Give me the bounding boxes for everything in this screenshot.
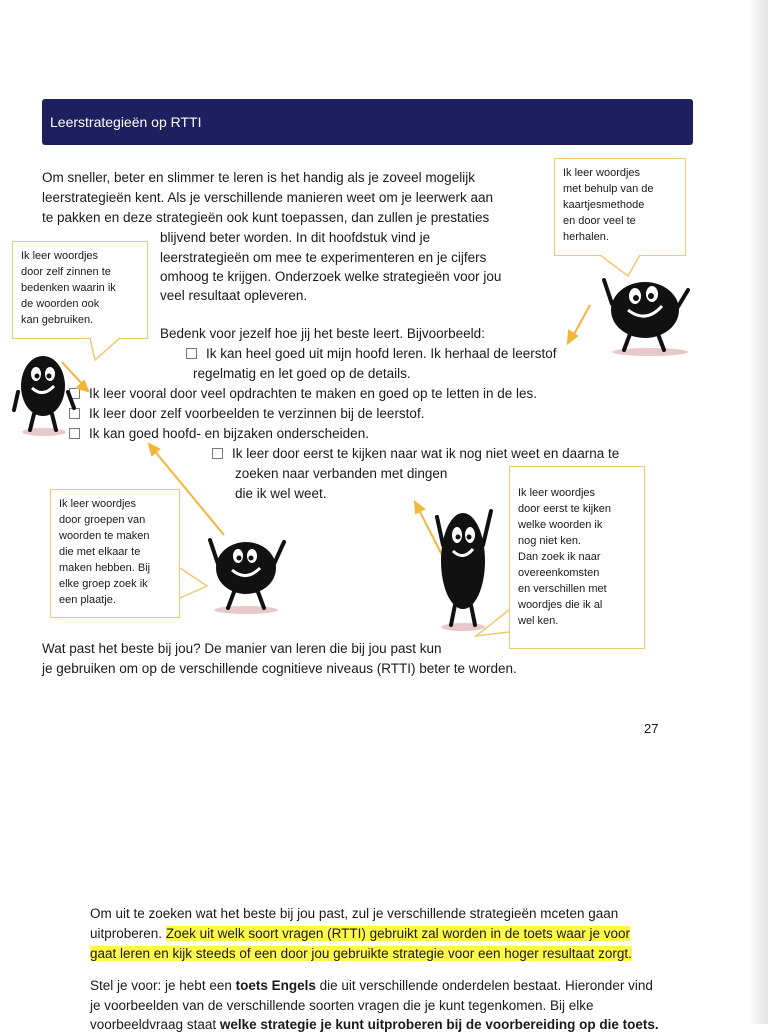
page2-text: Stel je voor: je hebt een: [90, 978, 236, 993]
page2-text: die uit verschillende onderdelen bestaat. Hieronder vind: [315, 978, 653, 993]
page2-line: je voorbeelden van de verschillende soorten vragen die je kunt tegenkomen. Bij elke: [90, 998, 594, 1013]
callout-line: de woorden ook: [21, 298, 100, 310]
prompt-text: Bedenk voor jezelf hoe jij het beste leert. Bijvoorbeeld:: [160, 326, 485, 341]
option-text: Ik kan heel goed uit mijn hoofd leren. Ik herhaal de leerstof: [206, 346, 557, 361]
callout-line: woordjes die ik al: [518, 599, 603, 611]
page2-highlight: gaat leren en kijk steeds of een door jou gebruikte strategie voor een hoger resultaat zorgt.: [90, 946, 632, 961]
callout-line: met behulp van de: [563, 183, 654, 195]
arrow-head: [415, 502, 424, 513]
callout-line: kan gebruiken.: [21, 314, 94, 326]
page2-line: [90, 944, 632, 964]
callout-line: overeenkomsten: [518, 567, 600, 579]
option-text: die ik wel weet.: [235, 486, 327, 501]
intro-line: Om sneller, beter en slimmer te leren is het handig als je zoveel mogelijk: [42, 170, 475, 185]
page2-text: uitproberen.: [90, 926, 166, 941]
page2-line: [90, 1015, 659, 1035]
section-title: Leerstrategieën op RTTI: [50, 114, 202, 130]
option-text: regelmatig en let goed op de details.: [193, 366, 411, 381]
callout-line: kaartjesmethode: [563, 199, 645, 211]
intro-line: leerstrategieën om mee te experimenteren en je cijfers: [160, 250, 487, 265]
callout-line: herhalen.: [563, 231, 609, 243]
page2-bold: toets Engels: [235, 978, 316, 993]
page2-bold: welke strategie je kunt uitproberen bij de voorbereiding op die toets.: [219, 1017, 659, 1032]
callout-line: Ik leer woordjes: [21, 250, 99, 262]
callout-line: welke woorden ik: [518, 519, 603, 531]
callout-line: Dan zoek ik naar: [518, 551, 601, 563]
callout-line: Ik leer woordjes: [59, 498, 137, 510]
option-text: Ik leer vooral door veel opdrachten te maken en goed op te letten in de les.: [89, 386, 538, 401]
option-text: Ik kan goed hoofd- en bijzaken onderscheiden.: [89, 426, 369, 441]
intro-line: blijvend beter worden. In dit hoofdstuk vind je: [160, 230, 431, 245]
callout-line: en door veel te: [563, 215, 636, 227]
callout-line: Ik leer woordjes: [518, 487, 596, 499]
option-text: zoeken naar verbanden met dingen: [235, 466, 448, 481]
callout-line: Ik leer woordjes: [563, 167, 641, 179]
callout-line: elke groep zoek ik: [59, 578, 148, 590]
arrow-line: [153, 449, 224, 535]
callout-tail: [90, 338, 120, 360]
robot-mascot: [590, 270, 700, 360]
callout-line: door groepen van: [59, 514, 146, 526]
callout-line: die met elkaar te: [59, 546, 141, 558]
page2-line: [90, 976, 653, 996]
callout-line: bedenken waarin ik: [21, 282, 116, 294]
option-text: Ik leer door eerst te kijken naar wat ik nog niet weet en daarna te: [232, 446, 620, 461]
page2-line: Om uit te zoeken wat het beste bij jou past, zul je verschillende strategieën mceten gaan: [90, 906, 619, 921]
callout-line: woorden te maken: [59, 530, 150, 542]
conclusion-line: Wat past het beste bij jou? De manier van leren die bij jou past kun: [42, 641, 442, 656]
intro-line: te pakken en deze strategieën ook kunt toepassen, dan zullen je prestaties: [42, 210, 490, 225]
callout-line: een plaatje.: [59, 594, 116, 606]
intro-line: veel resultaat opleveren.: [160, 288, 308, 303]
conclusion-line: je gebruiken om op de verschillende cognitieve niveaus (RTTI) beter te worden.: [42, 661, 517, 676]
intro-line: omhoog te krijgen. Onderzoek welke strategieën voor jou: [160, 269, 502, 284]
intro-line: leerstrategieën kent. Als je verschillende manieren weet om je leerwerk aan: [42, 190, 493, 205]
callout-line: maken hebben. Bij: [59, 562, 151, 574]
callout-line: door zelf zinnen te: [21, 266, 111, 278]
callout-line: en verschillen met: [518, 583, 607, 595]
robot-mascot: [425, 505, 505, 633]
callout-line: door eerst te kijken: [518, 503, 611, 515]
page2-text: voorbeeldvraag staat: [90, 1017, 220, 1032]
option-text: Ik leer door zelf voorbeelden te verzinnen bij de leerstof.: [89, 406, 425, 421]
callout-line: nog niet ken.: [518, 535, 581, 547]
arrow-line: [572, 305, 590, 338]
page2-line: [90, 924, 630, 944]
page-edge-shadow: [748, 0, 768, 1024]
page2-highlight: Zoek uit welk soort vragen (RTTI) gebruikt zal worden in de toets waar je voor: [165, 926, 631, 941]
robot-mascot: [200, 530, 290, 616]
robot-mascot: [10, 352, 80, 438]
page-number: 27: [644, 721, 659, 736]
callout-line: wel ken.: [518, 615, 559, 627]
